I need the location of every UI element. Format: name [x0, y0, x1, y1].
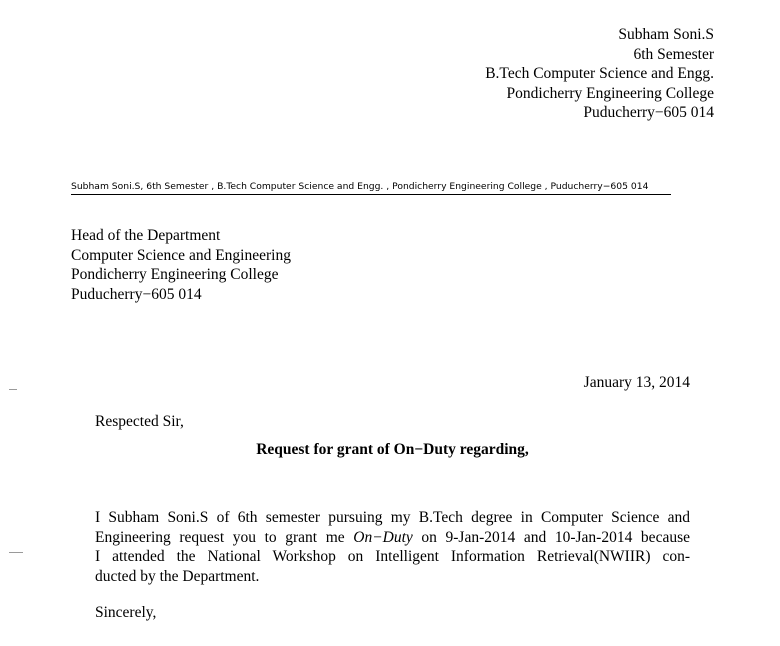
sender-semester: 6th Semester [633, 45, 714, 63]
sender-course: B.Tech Computer Science and Engg. [485, 65, 714, 82]
body-text: on 9-Jan-2014 and 10-Jan-2014 because [412, 528, 690, 546]
fold-mark [9, 552, 23, 553]
subject-line: Request for grant of On−Duty regarding, [256, 441, 529, 458]
return-address-line [71, 174, 671, 195]
body-line: I Subham Soni.S of 6th semester pursuing my B.Tech degree in Computer Science and [95, 509, 690, 526]
recipient-address [71, 226, 291, 304]
body-paragraph [95, 508, 690, 586]
sender-name: Subham Soni.S [618, 26, 714, 43]
recipient-city: Puducherry−605 014 [71, 285, 202, 303]
sender-city: Puducherry−605 014 [583, 104, 714, 121]
body-line: ducted by the Department. [95, 567, 260, 585]
body-text: Engineering request you to grant me [95, 528, 354, 546]
return-address-text: Subham Soni.S, 6th Semester , B.Tech Computer Science and Engg. , Pondicherry Engineering College , Puducherry−605 014 [71, 181, 649, 192]
sender-address [485, 25, 714, 123]
recipient-title: Head of the Department [71, 227, 221, 244]
closing: Sincerely, [95, 604, 157, 621]
body-line: I attended the National Workshop on Intelligent Information Retrieval(NWIIR) con- [95, 548, 690, 565]
salutation: Respected Sir, [95, 413, 184, 430]
body-line [95, 528, 690, 548]
recipient-department: Computer Science and Engineering [71, 246, 291, 264]
on-duty-emphasis: On−Duty [353, 528, 413, 546]
sender-college: Pondicherry Engineering College [506, 84, 714, 102]
fold-mark [9, 389, 17, 390]
letter-date: January 13, 2014 [583, 374, 690, 391]
recipient-college: Pondicherry Engineering College [71, 266, 279, 283]
